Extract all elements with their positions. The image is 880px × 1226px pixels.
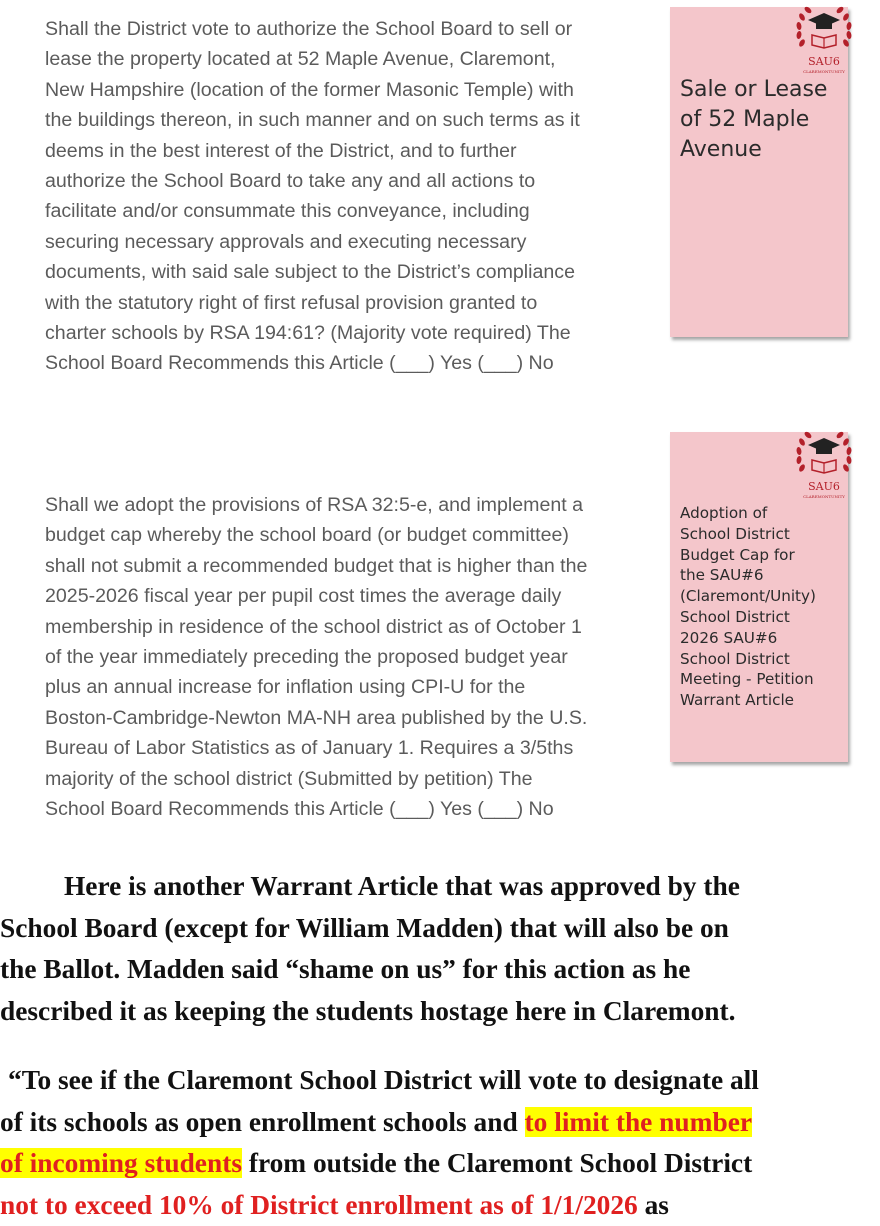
article-line: of the year immediately preceding the proposed budget year <box>45 642 587 672</box>
seal-subtitle: CLAREMONTUNITY <box>788 494 860 499</box>
article-line: Shall the District vote to authorize the School Board to sell or <box>45 14 580 44</box>
article-tag-sale-lease <box>670 7 848 337</box>
red-emphasis-text: not to exceed 10% of District enrollment as of 1/1/2026 <box>0 1190 638 1220</box>
quoted-warrant-article <box>0 1060 759 1226</box>
tag-line: Sale or Lease <box>680 75 827 105</box>
laurel-icon <box>788 424 860 484</box>
article-tag-budget-cap <box>670 432 848 762</box>
article-tag-label <box>680 75 827 165</box>
tag-line: School District <box>680 607 816 628</box>
article-line: authorize the School Board to take any and all actions to <box>45 166 580 196</box>
article-line: membership in residence of the school district as of October 1 <box>45 612 587 642</box>
article-line: Shall we adopt the provisions of RSA 32:5-e, and implement a <box>45 490 587 520</box>
commentary-line: School Board (except for William Madden) that will also be on <box>0 908 740 950</box>
article-52-maple-text <box>45 14 580 379</box>
article-line: securing necessary approvals and executing necessary <box>45 227 580 257</box>
seal-subtitle: CLAREMONTUNITY <box>788 69 860 74</box>
commentary-line: Here is another Warrant Article that was approved by the <box>0 866 740 908</box>
tag-line: Budget Cap for <box>680 545 816 566</box>
article-line: shall not submit a recommended budget that is higher than the <box>45 551 587 581</box>
tag-line: of 52 Maple <box>680 105 827 135</box>
quote-line <box>0 1102 759 1144</box>
article-line: School Board Recommends this Article (___) Yes (___) No <box>45 794 587 824</box>
tag-line: School District <box>680 524 816 545</box>
article-tag-label <box>680 503 816 711</box>
quote-line: “To see if the Claremont School District will vote to designate all <box>0 1060 759 1102</box>
article-line: Boston-Cambridge-Newton MA-NH area published by the U.S. <box>45 703 587 733</box>
article-line: majority of the school district (Submitted by petition) The <box>45 764 587 794</box>
tag-line: 2026 SAU#6 <box>680 628 816 649</box>
tag-line: Avenue <box>680 135 827 165</box>
highlighted-text: of incoming students <box>0 1148 242 1178</box>
quote-text: of its schools as open enrollment schools and <box>0 1107 525 1137</box>
tag-line: Adoption of <box>680 503 816 524</box>
seal-name: SAU6 <box>788 55 860 68</box>
article-line: the buildings thereon, in such manner and on such terms as it <box>45 105 580 135</box>
seal-name: SAU6 <box>788 480 860 493</box>
quote-text: from outside the Claremont School District <box>242 1148 752 1178</box>
article-line: with the statutory right of first refusal provision granted to <box>45 288 580 318</box>
commentary-paragraph <box>0 866 740 1032</box>
sau6-seal-logo <box>788 0 860 75</box>
article-line: School Board Recommends this Article (___) Yes (___) No <box>45 348 580 378</box>
tag-line: (Claremont/Unity) <box>680 586 816 607</box>
commentary-line: described it as keeping the students hostage here in Claremont. <box>0 991 740 1033</box>
quote-line <box>0 1185 759 1226</box>
laurel-icon <box>788 0 860 59</box>
article-line: 2025-2026 fiscal year per pupil cost times the average daily <box>45 581 587 611</box>
commentary-line: the Ballot. Madden said “shame on us” for this action as he <box>0 949 740 991</box>
tag-line: Warrant Article <box>680 690 816 711</box>
sau6-seal-logo <box>788 424 860 500</box>
article-line: budget cap whereby the school board (or budget committee) <box>45 520 587 550</box>
article-line: plus an annual increase for inflation using CPI-U for the <box>45 672 587 702</box>
article-line: deems in the best interest of the District, and to further <box>45 136 580 166</box>
article-line: New Hampshire (location of the former Masonic Temple) with <box>45 75 580 105</box>
article-line: lease the property located at 52 Maple Avenue, Claremont, <box>45 44 580 74</box>
article-line: charter schools by RSA 194:61? (Majority vote required) The <box>45 318 580 348</box>
article-budget-cap-text <box>45 490 587 824</box>
article-line: facilitate and/or consummate this conveyance, including <box>45 196 580 226</box>
tag-line: School District <box>680 649 816 670</box>
quote-line <box>0 1143 759 1185</box>
article-line: documents, with said sale subject to the District’s compliance <box>45 257 580 287</box>
tag-line: Meeting - Petition <box>680 669 816 690</box>
article-line: Bureau of Labor Statistics as of January 1. Requires a 3/5ths <box>45 733 587 763</box>
quote-text: as <box>638 1190 669 1220</box>
highlighted-text: to limit the number <box>525 1107 752 1137</box>
tag-line: the SAU#6 <box>680 565 816 586</box>
